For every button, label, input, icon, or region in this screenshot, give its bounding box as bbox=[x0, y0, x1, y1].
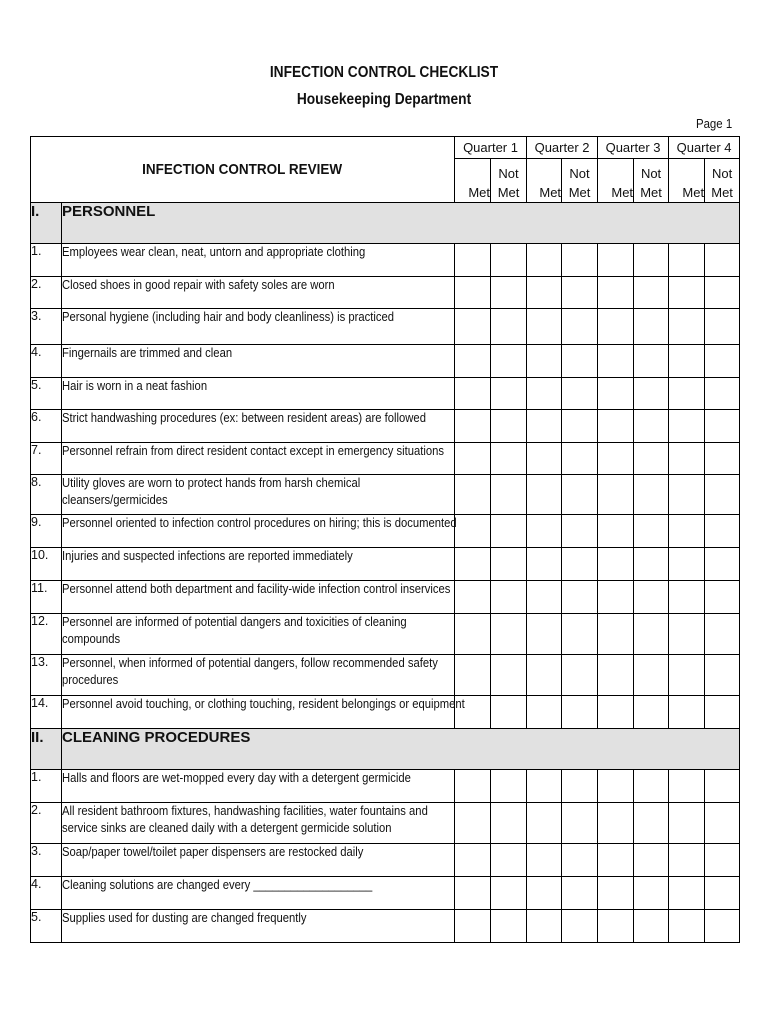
checklist-row bbox=[31, 844, 740, 877]
item-text-line: Personnel, when informed of potential dangers, follow recommended safety bbox=[62, 656, 438, 670]
q3-met-cell[interactable] bbox=[598, 803, 634, 844]
q1-met-cell[interactable] bbox=[455, 277, 491, 309]
item-text-line: Halls and floors are wet-mopped every day with a detergent germicide bbox=[62, 771, 411, 785]
section-row bbox=[31, 203, 740, 244]
item-text bbox=[62, 770, 455, 803]
q3-met-cell[interactable] bbox=[598, 548, 634, 581]
checklist-row bbox=[31, 803, 740, 844]
q1-not-met-cell[interactable] bbox=[491, 443, 527, 475]
q4-met-cell[interactable] bbox=[669, 515, 705, 548]
q3-met-cell[interactable] bbox=[598, 844, 634, 877]
q4-met-cell[interactable] bbox=[669, 345, 705, 378]
item-number: 12. bbox=[31, 614, 62, 655]
item-text bbox=[62, 345, 455, 378]
quarter-1-header: Quarter 1 bbox=[455, 137, 527, 159]
checklist-row bbox=[31, 277, 740, 309]
q1-met-cell[interactable] bbox=[455, 309, 491, 345]
item-number: 7. bbox=[31, 443, 62, 475]
checklist-row bbox=[31, 345, 740, 378]
section-number: I. bbox=[31, 203, 62, 244]
q2-met-cell[interactable] bbox=[527, 410, 562, 443]
q4-met-cell[interactable] bbox=[669, 844, 705, 877]
q4-not-met-cell[interactable] bbox=[705, 443, 740, 475]
q4-met-cell[interactable] bbox=[669, 770, 705, 803]
q3-met-cell[interactable] bbox=[598, 277, 634, 309]
q3-met-cell[interactable] bbox=[598, 910, 634, 943]
item-number: 3. bbox=[31, 844, 62, 877]
q3-not-met-cell[interactable] bbox=[634, 581, 669, 614]
item-text bbox=[62, 803, 455, 844]
item-text bbox=[62, 277, 455, 309]
q1-not-met-cell[interactable] bbox=[491, 345, 527, 378]
checklist-row bbox=[31, 614, 740, 655]
item-text-line: Injuries and suspected infections are reported immediately bbox=[62, 549, 353, 563]
q3-met-cell[interactable] bbox=[598, 345, 634, 378]
item-text-line: Employees wear clean, neat, untorn and appropriate clothing bbox=[62, 245, 366, 259]
q3-not-met-cell[interactable] bbox=[634, 803, 669, 844]
q4-not-met-cell[interactable] bbox=[705, 844, 740, 877]
item-text bbox=[62, 581, 455, 614]
document-subtitle: Housekeeping Department bbox=[296, 91, 472, 108]
q4-met-cell[interactable] bbox=[669, 475, 705, 515]
item-number: 10. bbox=[31, 548, 62, 581]
q2-met-cell[interactable] bbox=[527, 770, 562, 803]
q4-met-cell[interactable] bbox=[669, 614, 705, 655]
q4-met-cell[interactable] bbox=[669, 548, 705, 581]
item-text bbox=[62, 475, 455, 515]
not-met-header: Not Met bbox=[491, 159, 527, 203]
q3-not-met-cell[interactable] bbox=[634, 277, 669, 309]
q1-not-met-cell[interactable] bbox=[491, 309, 527, 345]
q2-not-met-cell[interactable] bbox=[562, 309, 598, 345]
q3-not-met-cell[interactable] bbox=[634, 475, 669, 515]
q4-met-cell[interactable] bbox=[669, 378, 705, 410]
q2-not-met-cell[interactable] bbox=[562, 244, 598, 277]
q4-met-cell[interactable] bbox=[669, 581, 705, 614]
review-heading: INFECTION CONTROL REVIEW bbox=[31, 137, 455, 203]
q1-met-cell[interactable] bbox=[455, 515, 491, 548]
q2-not-met-cell[interactable] bbox=[562, 378, 598, 410]
q4-not-met-cell[interactable] bbox=[705, 475, 740, 515]
q4-not-met-cell[interactable] bbox=[705, 410, 740, 443]
checklist-row bbox=[31, 475, 740, 515]
q4-not-met-cell[interactable] bbox=[705, 770, 740, 803]
item-number: 11. bbox=[31, 581, 62, 614]
item-text bbox=[62, 410, 455, 443]
q3-met-cell[interactable] bbox=[598, 770, 634, 803]
q4-met-cell[interactable] bbox=[669, 277, 705, 309]
item-text-line: Hair is worn in a neat fashion bbox=[62, 379, 208, 393]
section-title: PERSONNEL bbox=[62, 203, 740, 244]
item-text bbox=[62, 443, 455, 475]
item-text bbox=[62, 655, 455, 696]
q1-not-met-cell[interactable] bbox=[491, 803, 527, 844]
item-text bbox=[62, 548, 455, 581]
q1-met-cell[interactable] bbox=[455, 548, 491, 581]
q2-not-met-cell[interactable] bbox=[562, 277, 598, 309]
q1-met-cell[interactable] bbox=[455, 345, 491, 378]
q4-met-cell[interactable] bbox=[669, 309, 705, 345]
not-met-header: Not Met bbox=[634, 159, 669, 203]
q3-not-met-cell[interactable] bbox=[634, 910, 669, 943]
q3-met-cell[interactable] bbox=[598, 877, 634, 910]
q1-not-met-cell[interactable] bbox=[491, 770, 527, 803]
q2-not-met-cell[interactable] bbox=[562, 581, 598, 614]
q3-met-cell[interactable] bbox=[598, 244, 634, 277]
item-number: 2. bbox=[31, 803, 62, 844]
item-text bbox=[62, 244, 455, 277]
q2-met-cell[interactable] bbox=[527, 614, 562, 655]
item-text bbox=[62, 378, 455, 410]
item-text-line: Personal hygiene (including hair and body cleanliness) is practiced bbox=[62, 310, 395, 324]
met-header: Met bbox=[455, 159, 491, 203]
q3-met-cell[interactable] bbox=[598, 443, 634, 475]
q2-met-cell[interactable] bbox=[527, 655, 562, 696]
q1-met-cell[interactable] bbox=[455, 877, 491, 910]
q1-not-met-cell[interactable] bbox=[491, 696, 527, 729]
met-header: Met bbox=[669, 159, 705, 203]
q2-not-met-cell[interactable] bbox=[562, 844, 598, 877]
q1-met-cell[interactable] bbox=[455, 410, 491, 443]
item-number: 13. bbox=[31, 655, 62, 696]
q3-not-met-cell[interactable] bbox=[634, 770, 669, 803]
checklist-row bbox=[31, 244, 740, 277]
q3-met-cell[interactable] bbox=[598, 655, 634, 696]
item-text bbox=[62, 844, 455, 877]
checklist-row bbox=[31, 378, 740, 410]
checklist-table bbox=[30, 136, 740, 943]
q3-not-met-cell[interactable] bbox=[634, 309, 669, 345]
q1-not-met-cell[interactable] bbox=[491, 244, 527, 277]
q2-not-met-cell[interactable] bbox=[562, 877, 598, 910]
item-text-line: Personnel oriented to infection control procedures on hiring; this is documented bbox=[62, 516, 457, 530]
q2-not-met-cell[interactable] bbox=[562, 345, 598, 378]
q2-met-cell[interactable] bbox=[527, 443, 562, 475]
q1-not-met-cell[interactable] bbox=[491, 475, 527, 515]
q1-met-cell[interactable] bbox=[455, 844, 491, 877]
item-number: 3. bbox=[31, 309, 62, 345]
q1-not-met-cell[interactable] bbox=[491, 844, 527, 877]
q2-met-cell[interactable] bbox=[527, 844, 562, 877]
q4-not-met-cell[interactable] bbox=[705, 877, 740, 910]
q1-not-met-cell[interactable] bbox=[491, 548, 527, 581]
checklist-row bbox=[31, 548, 740, 581]
q2-not-met-cell[interactable] bbox=[562, 515, 598, 548]
q2-not-met-cell[interactable] bbox=[562, 655, 598, 696]
q1-met-cell[interactable] bbox=[455, 803, 491, 844]
item-number: 8. bbox=[31, 475, 62, 515]
q2-met-cell[interactable] bbox=[527, 515, 562, 548]
quarter-2-header: Quarter 2 bbox=[527, 137, 598, 159]
q1-met-cell[interactable] bbox=[455, 614, 491, 655]
not-met-header: Not Met bbox=[705, 159, 740, 203]
q2-met-cell[interactable] bbox=[527, 345, 562, 378]
q3-met-cell[interactable] bbox=[598, 696, 634, 729]
item-text-line: Personnel avoid touching, or clothing touching, resident belongings or equipment bbox=[62, 697, 465, 711]
item-number: 1. bbox=[31, 770, 62, 803]
q1-met-cell[interactable] bbox=[455, 655, 491, 696]
item-text-line: Personnel refrain from direct resident contact except in emergency situations bbox=[62, 444, 445, 458]
q3-met-cell[interactable] bbox=[598, 614, 634, 655]
item-text bbox=[62, 614, 455, 655]
q4-met-cell[interactable] bbox=[669, 410, 705, 443]
checklist-row bbox=[31, 910, 740, 943]
q3-not-met-cell[interactable] bbox=[634, 655, 669, 696]
q1-not-met-cell[interactable] bbox=[491, 910, 527, 943]
item-text-line: service sinks are cleaned daily with a detergent germicide solution bbox=[62, 821, 392, 835]
q4-not-met-cell[interactable] bbox=[705, 277, 740, 309]
q2-met-cell[interactable] bbox=[527, 548, 562, 581]
checklist-row bbox=[31, 515, 740, 548]
q3-not-met-cell[interactable] bbox=[634, 345, 669, 378]
q4-met-cell[interactable] bbox=[669, 910, 705, 943]
q1-met-cell[interactable] bbox=[455, 475, 491, 515]
q4-not-met-cell[interactable] bbox=[705, 910, 740, 943]
item-text bbox=[62, 515, 455, 548]
q2-met-cell[interactable] bbox=[527, 475, 562, 515]
q2-met-cell[interactable] bbox=[527, 277, 562, 309]
q3-met-cell[interactable] bbox=[598, 515, 634, 548]
q4-met-cell[interactable] bbox=[669, 655, 705, 696]
q3-met-cell[interactable] bbox=[598, 410, 634, 443]
q1-met-cell[interactable] bbox=[455, 910, 491, 943]
item-text bbox=[62, 696, 465, 729]
q4-not-met-cell[interactable] bbox=[705, 655, 740, 696]
q4-met-cell[interactable] bbox=[669, 696, 705, 729]
q4-met-cell[interactable] bbox=[669, 877, 705, 910]
page-number: Page 1 bbox=[695, 116, 732, 131]
q4-not-met-cell[interactable] bbox=[705, 515, 740, 548]
checklist-row bbox=[31, 581, 740, 614]
q2-not-met-cell[interactable] bbox=[562, 443, 598, 475]
item-text bbox=[62, 910, 455, 943]
section-row bbox=[31, 729, 740, 770]
q1-not-met-cell[interactable] bbox=[491, 581, 527, 614]
q3-not-met-cell[interactable] bbox=[634, 696, 669, 729]
section-number: II. bbox=[31, 729, 62, 770]
checklist-row bbox=[31, 655, 740, 696]
item-text-line: cleansers/germicides bbox=[62, 493, 168, 507]
q2-met-cell[interactable] bbox=[527, 378, 562, 410]
q2-met-cell[interactable] bbox=[527, 309, 562, 345]
item-text-line: procedures bbox=[62, 673, 119, 687]
q3-met-cell[interactable] bbox=[598, 378, 634, 410]
q4-met-cell[interactable] bbox=[669, 443, 705, 475]
q4-not-met-cell[interactable] bbox=[705, 614, 740, 655]
q1-met-cell[interactable] bbox=[455, 443, 491, 475]
q4-not-met-cell[interactable] bbox=[705, 581, 740, 614]
q3-not-met-cell[interactable] bbox=[634, 844, 669, 877]
q1-not-met-cell[interactable] bbox=[491, 877, 527, 910]
item-number: 1. bbox=[31, 244, 62, 277]
q3-not-met-cell[interactable] bbox=[634, 410, 669, 443]
q1-not-met-cell[interactable] bbox=[491, 378, 527, 410]
q4-not-met-cell[interactable] bbox=[705, 696, 740, 729]
checklist-row bbox=[31, 770, 740, 803]
q3-not-met-cell[interactable] bbox=[634, 443, 669, 475]
quarter-3-header: Quarter 3 bbox=[598, 137, 669, 159]
q3-not-met-cell[interactable] bbox=[634, 244, 669, 277]
met-header: Met bbox=[598, 159, 634, 203]
q3-not-met-cell[interactable] bbox=[634, 515, 669, 548]
q2-not-met-cell[interactable] bbox=[562, 803, 598, 844]
q2-not-met-cell[interactable] bbox=[562, 910, 598, 943]
q3-not-met-cell[interactable] bbox=[634, 877, 669, 910]
checklist-row bbox=[31, 877, 740, 910]
q2-not-met-cell[interactable] bbox=[562, 770, 598, 803]
q4-not-met-cell[interactable] bbox=[705, 548, 740, 581]
item-number: 14. bbox=[31, 696, 62, 729]
q4-not-met-cell[interactable] bbox=[705, 309, 740, 345]
item-text-line: All resident bathroom fixtures, handwashing facilities, water fountains and bbox=[62, 804, 428, 818]
q4-not-met-cell[interactable] bbox=[705, 803, 740, 844]
item-text-line: Cleaning solutions are changed every ___________________ bbox=[62, 878, 373, 892]
item-text-line: Strict handwashing procedures (ex: between resident areas) are followed bbox=[62, 411, 426, 425]
item-number: 9. bbox=[31, 515, 62, 548]
q3-not-met-cell[interactable] bbox=[634, 614, 669, 655]
q3-not-met-cell[interactable] bbox=[634, 548, 669, 581]
item-number: 4. bbox=[31, 877, 62, 910]
q4-met-cell[interactable] bbox=[669, 244, 705, 277]
q4-not-met-cell[interactable] bbox=[705, 244, 740, 277]
q2-met-cell[interactable] bbox=[527, 803, 562, 844]
item-number: 2. bbox=[31, 277, 62, 309]
checklist-row bbox=[31, 309, 740, 345]
item-text-line: compounds bbox=[62, 632, 121, 646]
item-text-line: Fingernails are trimmed and clean bbox=[62, 346, 233, 360]
q3-met-cell[interactable] bbox=[598, 581, 634, 614]
quarter-4-header: Quarter 4 bbox=[669, 137, 740, 159]
not-met-header: Not Met bbox=[562, 159, 598, 203]
q2-met-cell[interactable] bbox=[527, 244, 562, 277]
q4-not-met-cell[interactable] bbox=[705, 345, 740, 378]
q2-met-cell[interactable] bbox=[527, 581, 562, 614]
q1-met-cell[interactable] bbox=[455, 378, 491, 410]
q2-not-met-cell[interactable] bbox=[562, 410, 598, 443]
checklist-row bbox=[31, 443, 740, 475]
item-text-line: Supplies used for dusting are changed frequently bbox=[62, 911, 307, 925]
checklist-row bbox=[31, 696, 740, 729]
q4-not-met-cell[interactable] bbox=[705, 378, 740, 410]
q1-not-met-cell[interactable] bbox=[491, 655, 527, 696]
q2-met-cell[interactable] bbox=[527, 910, 562, 943]
q1-not-met-cell[interactable] bbox=[491, 277, 527, 309]
q1-met-cell[interactable] bbox=[455, 244, 491, 277]
item-text-line: Personnel attend both department and facility-wide infection control inservices bbox=[62, 582, 451, 596]
q3-not-met-cell[interactable] bbox=[634, 378, 669, 410]
q2-not-met-cell[interactable] bbox=[562, 548, 598, 581]
section-title: CLEANING PROCEDURES bbox=[62, 729, 740, 770]
item-text bbox=[62, 877, 455, 910]
q1-not-met-cell[interactable] bbox=[491, 515, 527, 548]
q2-met-cell[interactable] bbox=[527, 877, 562, 910]
q2-met-cell[interactable] bbox=[527, 696, 562, 729]
q1-not-met-cell[interactable] bbox=[491, 410, 527, 443]
item-text-line: Soap/paper towel/toilet paper dispensers are restocked daily bbox=[62, 845, 364, 859]
item-text-line: Closed shoes in good repair with safety soles are worn bbox=[62, 278, 335, 292]
q3-met-cell[interactable] bbox=[598, 309, 634, 345]
item-number: 5. bbox=[31, 378, 62, 410]
item-number: 6. bbox=[31, 410, 62, 443]
item-number: 5. bbox=[31, 910, 62, 943]
met-header: Met bbox=[527, 159, 562, 203]
q3-met-cell[interactable] bbox=[598, 475, 634, 515]
q1-met-cell[interactable] bbox=[455, 581, 491, 614]
q4-met-cell[interactable] bbox=[669, 803, 705, 844]
q1-not-met-cell[interactable] bbox=[491, 614, 527, 655]
q2-not-met-cell[interactable] bbox=[562, 696, 598, 729]
q1-met-cell[interactable] bbox=[455, 770, 491, 803]
q2-not-met-cell[interactable] bbox=[562, 475, 598, 515]
item-text-line: Utility gloves are worn to protect hands from harsh chemical bbox=[62, 476, 361, 490]
document-title: INFECTION CONTROL CHECKLIST bbox=[269, 64, 499, 81]
item-text bbox=[62, 309, 455, 345]
item-number: 4. bbox=[31, 345, 62, 378]
item-text-line: Personnel are informed of potential dangers and toxicities of cleaning bbox=[62, 615, 407, 629]
checklist-row bbox=[31, 410, 740, 443]
q2-not-met-cell[interactable] bbox=[562, 614, 598, 655]
